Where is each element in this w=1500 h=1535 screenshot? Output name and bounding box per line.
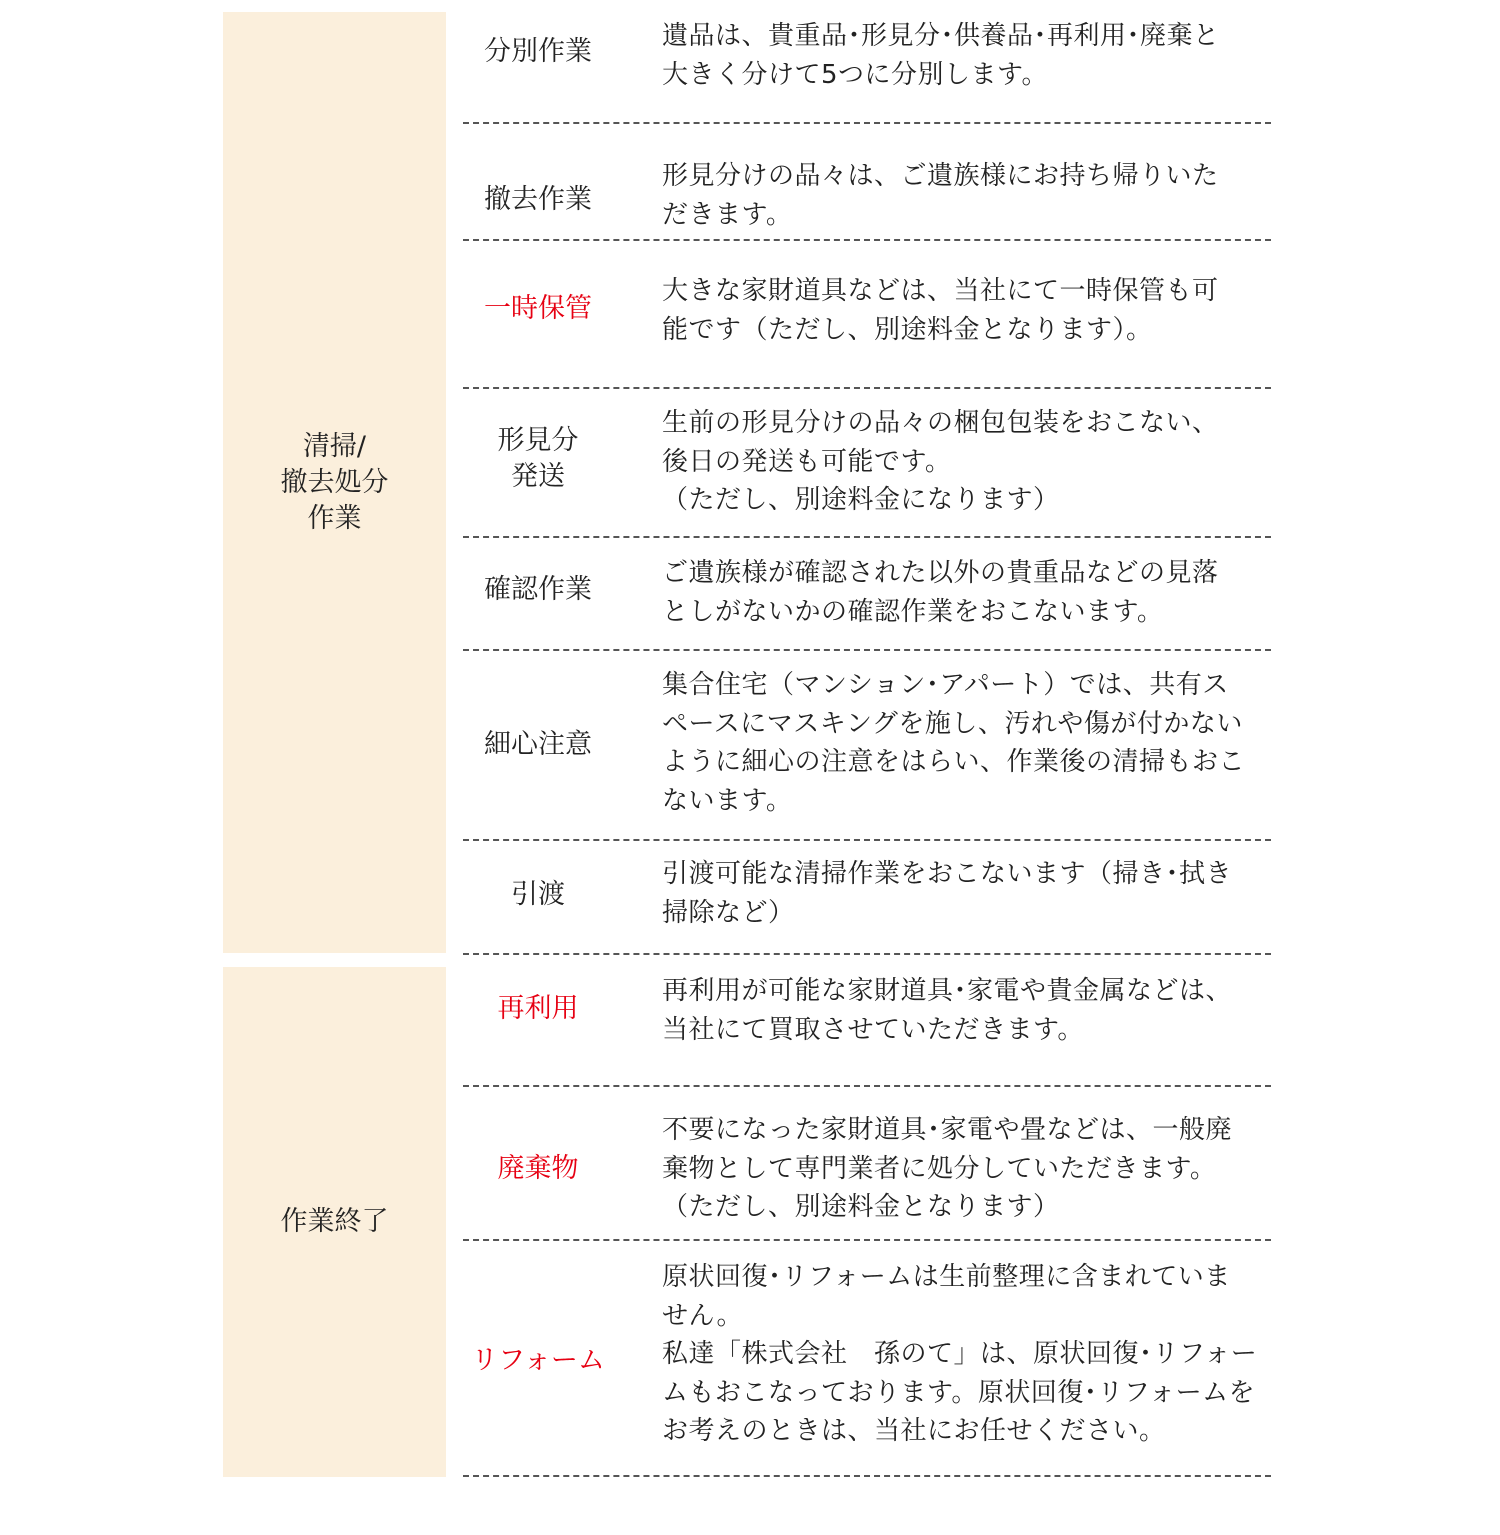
divider <box>463 953 1271 955</box>
divider <box>463 839 1271 841</box>
row-label: 再利用 <box>497 993 579 1024</box>
divider <box>463 239 1271 241</box>
row-label: 引渡 <box>511 879 565 910</box>
divider <box>463 1239 1271 1241</box>
divider <box>463 1085 1271 1087</box>
row-text: 生前の形見分けの品々の梱包包装をおこない、 後日の発送も可能です。 （ただし、別途料金になります） <box>662 408 1219 515</box>
row-text: ご遺族様が確認された以外の貴重品などの見落 としがないかの確認作業をおこないます。 <box>662 558 1219 627</box>
divider <box>463 1475 1271 1477</box>
divider <box>463 387 1271 389</box>
row-label: 形見分 発送 <box>497 425 579 492</box>
row-text: 引渡可能な清掃作業をおこないます（掃き･拭き 掃除など） <box>662 859 1233 928</box>
divider <box>463 122 1271 124</box>
row-text: 不要になった家財道具･家電や畳などは、一般廃 棄物として専門業者に処分していただきます。 （ただし、別途料金となります） <box>662 1115 1233 1222</box>
row-label: 分別作業 <box>484 36 592 67</box>
row-label: 廃棄物 <box>497 1153 579 1184</box>
category-label: 作業終了 <box>280 1206 389 1237</box>
divider <box>463 536 1271 538</box>
category-cell <box>223 12 446 953</box>
category-cell <box>223 967 446 1477</box>
row-text: 再利用が可能な家財道具･家電や貴金属などは、 当社にて買取させていただきます。 <box>662 976 1233 1045</box>
row-text: 遺品は、貴重品･形見分･供養品･再利用･廃棄と 大きく分けて5つに分別します。 <box>662 21 1220 90</box>
section-finish <box>223 967 1293 1477</box>
row-label: 確認作業 <box>484 574 592 605</box>
category-label: 清掃/ 撤去処分 作業 <box>280 430 389 534</box>
row-text: 大きな家財道具などは、当社にて一時保管も可 能です（ただし、別途料金となります）。 <box>662 276 1219 345</box>
row-label: 撤去作業 <box>484 184 592 215</box>
row-text: 集合住宅（マンション･アパート）では、共有ス ペースにマスキングを施し、汚れや傷が付かない ように細心の注意をはらい、作業後の清掃もおこ ないます。 <box>662 670 1246 816</box>
row-label: リフォーム <box>471 1345 605 1376</box>
divider <box>463 649 1271 651</box>
row-text: 形見分けの品々は、ご遺族様にお持ち帰りいた だきます。 <box>662 161 1219 230</box>
row-label: 細心注意 <box>484 729 592 760</box>
row-text: 原状回復･リフォームは生前整理に含まれていま せん。 私達「株式会社 孫のて」は、原状回復･リフォー ムもおこなっております。原状回復･リフォームを お考えのときは、当社にお任せください。 <box>662 1262 1258 1446</box>
section-cleaning <box>223 12 1293 953</box>
row-label: 一時保管 <box>484 293 592 324</box>
